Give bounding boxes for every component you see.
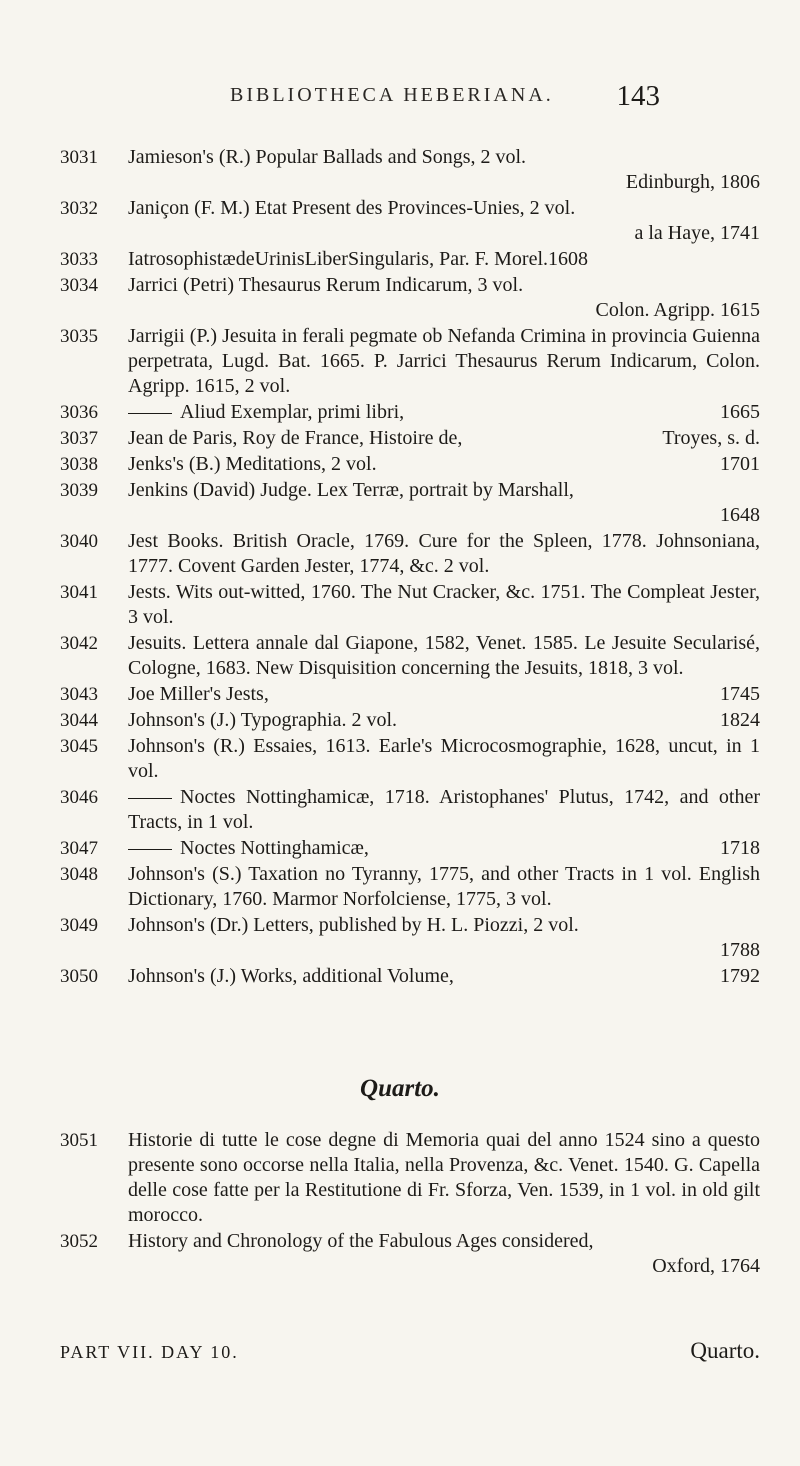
entry-text: Jenks's (B.) Meditations, 2 vol. — [128, 453, 377, 475]
catalogue-entry — [60, 836, 760, 861]
catalogue-entry — [60, 708, 760, 733]
catalogue-entry — [60, 452, 760, 477]
ditto-dash — [128, 798, 172, 799]
entry-text: Johnson's (J.) Typographia. 2 vol. — [128, 709, 398, 731]
catalogue-entry — [60, 785, 760, 835]
catalogue-entry — [60, 1229, 760, 1279]
entry-number: 3033 — [60, 249, 98, 270]
page-header — [0, 80, 800, 120]
entry-text: Jarrigii (P.) Jesuita in ferali pegmate ob Nefanda Crimina in provincia Guienna perpetrata, Lugd. Bat. 1665. P. Jarrici Thesaurus Rerum Indicarum, Colon. Agripp. 1615, 2 vol. — [128, 325, 760, 397]
entry-imprint: 1665 — [720, 401, 760, 423]
catalogue-entry — [60, 400, 760, 425]
entry-number: 3031 — [60, 147, 98, 168]
catalogue-entry — [60, 1128, 760, 1228]
entry-number: 3046 — [60, 787, 98, 808]
entry-text: Jesuits. Lettera annale dal Giapone, 1582, Venet. 1585. Le Jesuite Secularisé, Cologne, 1683. New Disquisition concerning the Jesuits, 1818, 3 vol. — [128, 632, 760, 679]
ditto-dash — [128, 849, 172, 850]
entry-text: Noctes Nottinghamicæ, 1718. Aristophanes' Plutus, 1742, and other Tracts, in 1 vol. — [128, 786, 760, 833]
entry-number: 3034 — [60, 275, 98, 296]
catalogue-entry — [60, 247, 760, 272]
entry-number: 3047 — [60, 838, 98, 859]
entry-number: 3052 — [60, 1231, 98, 1252]
entry-number: 3043 — [60, 684, 98, 705]
entry-number: 3032 — [60, 198, 98, 219]
catalogue-entry — [60, 426, 760, 451]
catalogue-entry — [60, 324, 760, 399]
entry-text: Aliud Exemplar, primi libri, — [180, 401, 405, 423]
quarto-entries — [60, 1128, 760, 1280]
signature-mark: PART VII. DAY 10. — [60, 1342, 239, 1362]
entry-imprint: Colon. Agripp. 1615 — [595, 299, 760, 321]
entry-number: 3049 — [60, 915, 98, 936]
entry-text: Jean de Paris, Roy de France, Histoire de, — [128, 427, 463, 449]
running-head: BIBLIOTHECA HEBERIANA. — [230, 84, 554, 106]
catalogue-entries — [60, 145, 760, 990]
catalogue-entry — [60, 734, 760, 784]
catalogue-entry — [60, 196, 760, 246]
entry-imprint: Oxford, 1764 — [652, 1255, 760, 1277]
entry-text: Johnson's (R.) Essaies, 1613. Earle's Microcosmographie, 1628, uncut, in 1 vol. — [128, 735, 760, 782]
entry-imprint: 1788 — [720, 939, 760, 961]
entry-number: 3037 — [60, 428, 98, 449]
entry-imprint: 1824 — [720, 709, 760, 731]
entry-text: Jests. Wits out-witted, 1760. The Nut Cracker, &c. 1751. The Compleat Jester, 3 vol. — [128, 581, 760, 628]
entry-number: 3044 — [60, 710, 98, 731]
entry-text: Joe Miller's Jests, — [128, 683, 269, 705]
page-footer — [60, 1338, 760, 1382]
section-heading: Quarto. — [360, 1075, 440, 1102]
entry-imprint: a la Haye, 1741 — [634, 222, 760, 244]
catalogue-entry — [60, 145, 760, 195]
entry-number: 3035 — [60, 326, 98, 347]
entry-text: Historie di tutte le cose degne di Memoria quai del anno 1524 sino a questo presente sono occorse nella Italia, nella Provenza, &c. Venet. 1540. G. Capella delle cose fatte per la Restitutione di Fr. Sforza, Ven. 1539, in 1 vol. in old gilt morocco. — [128, 1129, 760, 1226]
entry-number: 3041 — [60, 582, 98, 603]
catalogue-entry — [60, 682, 760, 707]
entry-number: 3050 — [60, 966, 98, 987]
entry-imprint: 1648 — [720, 504, 760, 526]
entry-text: Noctes Nottinghamicæ, — [180, 837, 369, 859]
catalogue-entry — [60, 631, 760, 681]
entry-text: Jenkins (David) Judge. Lex Terræ, portrait by Marshall, — [128, 479, 574, 501]
catalogue-entry — [60, 964, 760, 989]
entry-text: Jamieson's (R.) Popular Ballads and Songs, 2 vol. — [128, 146, 527, 168]
entry-imprint: 1701 — [720, 453, 760, 475]
catchword: Quarto. — [690, 1338, 760, 1363]
entry-imprint: Edinburgh, 1806 — [625, 171, 760, 193]
entry-number: 3042 — [60, 633, 98, 654]
entry-text: Johnson's (J.) Works, additional Volume, — [128, 965, 454, 987]
catalogue-entry — [60, 913, 760, 963]
entry-imprint: 1792 — [720, 965, 760, 987]
ditto-dash — [128, 413, 172, 414]
entry-imprint: 1745 — [720, 683, 760, 705]
entry-number: 3040 — [60, 531, 98, 552]
page-number: 143 — [616, 80, 660, 112]
entry-text: History and Chronology of the Fabulous Ages considered, — [128, 1230, 594, 1252]
entry-text: IatrosophistædeUrinisLiberSingularis, Par. F. Morel.1608 — [128, 248, 589, 270]
catalogue-entry — [60, 529, 760, 579]
entry-text: Johnson's (S.) Taxation no Tyranny, 1775, and other Tracts in 1 vol. English Dictionary, 1760. Marmor Norfolciense, 1775, 3 vol. — [128, 863, 760, 910]
entry-text: Jest Books. British Oracle, 1769. Cure for the Spleen, 1778. Johnsoniana, 1777. Covent Garden Jester, 1774, &c. 2 vol. — [128, 530, 760, 577]
entry-number: 3048 — [60, 864, 98, 885]
entry-imprint: Troyes, s. d. — [662, 427, 760, 449]
entry-number: 3051 — [60, 1130, 98, 1151]
entry-imprint: 1718 — [720, 837, 760, 859]
catalogue-entry — [60, 478, 760, 528]
catalogue-entry — [60, 580, 760, 630]
entry-text: Janiçon (F. M.) Etat Present des Provinces-Unies, 2 vol. — [128, 197, 576, 219]
catalogue-entry — [60, 862, 760, 912]
catalogue-entry — [60, 273, 760, 323]
entry-number: 3045 — [60, 736, 98, 757]
entry-number: 3038 — [60, 454, 98, 475]
entry-number: 3039 — [60, 480, 98, 501]
entry-text: Jarrici (Petri) Thesaurus Rerum Indicarum, 3 vol. — [128, 274, 524, 296]
entry-number: 3036 — [60, 402, 98, 423]
entry-text: Johnson's (Dr.) Letters, published by H. L. Piozzi, 2 vol. — [128, 914, 579, 936]
